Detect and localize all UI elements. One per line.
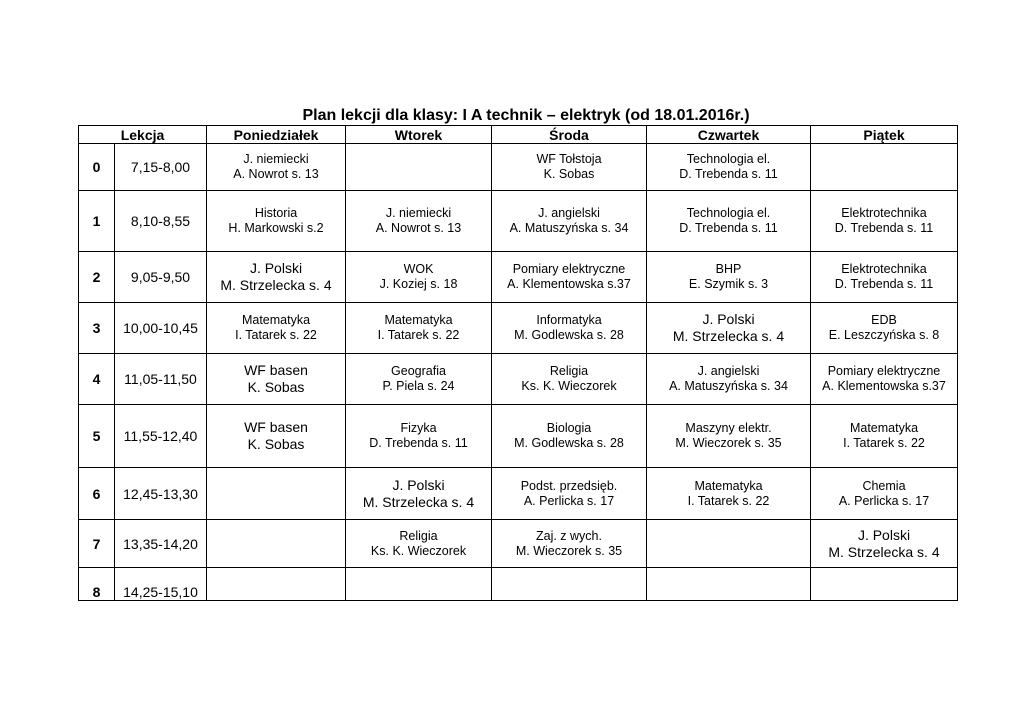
lesson-row xyxy=(79,354,958,405)
teacher-room: Ks. K. Wieczorek xyxy=(370,543,467,558)
subject-name: J. niemiecki xyxy=(243,152,309,166)
lesson-number: 8 xyxy=(79,568,115,601)
teacher-room: M. Godlewska s. 28 xyxy=(514,328,624,342)
subject-name: Elektrotechnika xyxy=(841,262,927,276)
teacher-room: I. Tatarek s. 22 xyxy=(687,493,770,508)
teacher-room: M. Strzelecka s. 4 xyxy=(362,493,475,510)
lesson-cell-thursday xyxy=(647,191,811,252)
header-lekcja: Lekcja xyxy=(79,126,207,144)
subject-name: J. Polski xyxy=(249,260,303,276)
lesson-cell-thursday xyxy=(647,405,811,468)
lesson-cell-wednesday xyxy=(492,568,647,601)
lesson-cell-monday xyxy=(207,354,346,405)
subject-name: Historia xyxy=(254,206,298,220)
teacher-room: A. Klementowska s.37 xyxy=(822,379,946,393)
lesson-time: 11,05-11,50 xyxy=(115,354,207,405)
teacher-room: M. Godlewska s. 28 xyxy=(514,436,624,450)
subject-name: Matematyka xyxy=(694,478,763,493)
lesson-cell-friday xyxy=(811,568,958,601)
subject-name: J. Polski xyxy=(857,526,911,543)
lesson-cell-wednesday xyxy=(492,520,647,568)
header-row xyxy=(79,126,958,144)
subject-name: Religia xyxy=(399,528,438,543)
teacher-room: P. Piela s. 24 xyxy=(382,379,455,393)
subject-name: Matematyka xyxy=(384,313,453,327)
lesson-row xyxy=(79,520,958,568)
teacher-room: K. Sobas xyxy=(543,167,595,181)
lesson-time: 13,35-14,20 xyxy=(115,520,207,568)
lesson-cell-friday xyxy=(811,303,958,354)
teacher-room: A. Nowrot s. 13 xyxy=(233,167,319,181)
subject-name: WF basen xyxy=(244,362,308,378)
lesson-row xyxy=(79,144,958,191)
teacher-room: K. Sobas xyxy=(247,379,305,395)
teacher-room: M. Strzelecka s. 4 xyxy=(828,543,940,560)
lesson-time: 8,10-8,55 xyxy=(115,191,207,252)
lesson-cell-friday xyxy=(811,468,958,520)
teacher-room: E. Leszczyńska s. 8 xyxy=(828,328,940,342)
lesson-cell-monday xyxy=(207,191,346,252)
teacher-room: I. Tatarek s. 22 xyxy=(843,436,925,450)
teacher-room: A. Matuszyńska s. 34 xyxy=(509,221,629,235)
lesson-cell-tuesday xyxy=(346,405,492,468)
subject-name: J. angielski xyxy=(538,206,600,220)
teacher-room: D. Trebenda s. 11 xyxy=(679,221,778,235)
lesson-cell-tuesday xyxy=(346,520,492,568)
subject-name: Pomiary elektryczne xyxy=(827,364,941,378)
subject-name: Elektrotechnika xyxy=(841,206,927,220)
page-title: Plan lekcji dla klasy: I A technik – elektryk (od 18.01.2016r.) xyxy=(302,107,750,124)
lesson-cell-thursday xyxy=(647,354,811,405)
subject-name: Fizyka xyxy=(400,421,437,435)
lesson-cell-friday xyxy=(811,354,958,405)
subject-name: J. niemiecki xyxy=(385,206,452,220)
lesson-row xyxy=(79,191,958,252)
header-friday: Piątek xyxy=(811,126,958,144)
subject-name: Informatyka xyxy=(536,313,602,327)
teacher-room: D. Trebenda s. 11 xyxy=(834,221,934,235)
teacher-room: Ks. K. Wieczorek xyxy=(521,379,617,393)
subject-name: BHP xyxy=(715,262,742,276)
lesson-cell-tuesday xyxy=(346,144,492,191)
subject-name: Geografia xyxy=(391,364,446,378)
lesson-cell-thursday xyxy=(647,303,811,354)
teacher-room: A. Nowrot s. 13 xyxy=(375,221,462,235)
lesson-cell-wednesday xyxy=(492,405,647,468)
subject-name: Pomiary elektryczne xyxy=(512,262,626,276)
teacher-room: H. Markowski s.2 xyxy=(228,221,324,235)
lesson-time: 10,00-10,45 xyxy=(115,303,207,354)
lesson-cell-monday xyxy=(207,252,346,303)
teacher-room: A. Klementowska s.37 xyxy=(507,277,631,291)
lesson-cell-thursday xyxy=(647,468,811,520)
subject-name: Technologia el. xyxy=(686,152,771,166)
header-wednesday: Środa xyxy=(492,126,647,144)
lesson-cell-tuesday xyxy=(346,252,492,303)
lesson-cell-monday xyxy=(207,144,346,191)
teacher-room: A. Perlicka s. 17 xyxy=(523,493,615,508)
lesson-cell-monday xyxy=(207,520,346,568)
teacher-room: K. Sobas xyxy=(247,436,305,452)
teacher-room: A. Perlicka s. 17 xyxy=(838,493,930,508)
lesson-cell-friday xyxy=(811,520,958,568)
lesson-row xyxy=(79,252,958,303)
lesson-cell-wednesday xyxy=(492,468,647,520)
teacher-room: M. Wieczorek s. 35 xyxy=(675,436,782,450)
teacher-room: M. Strzelecka s. 4 xyxy=(220,277,332,293)
lesson-number: 5 xyxy=(79,405,115,468)
subject-name: Technologia el. xyxy=(686,206,771,220)
subject-name: WF basen xyxy=(244,419,308,435)
lesson-number: 2 xyxy=(79,252,115,303)
lesson-cell-monday xyxy=(207,303,346,354)
lesson-cell-friday xyxy=(811,144,958,191)
subject-name: Matematyka xyxy=(849,421,919,435)
lesson-cell-wednesday xyxy=(492,354,647,405)
subject-name: EDB xyxy=(871,313,897,327)
subject-name: J. Polski xyxy=(392,476,445,493)
lesson-cell-monday xyxy=(207,405,346,468)
lesson-time: 14,25-15,10 xyxy=(115,568,207,601)
teacher-room: D. Trebenda s. 11 xyxy=(834,277,934,291)
subject-name: Matematyka xyxy=(241,313,311,327)
lesson-number: 7 xyxy=(79,520,115,568)
teacher-room: D. Trebenda s. 11 xyxy=(679,167,778,181)
subject-name: Zaj. z wych. xyxy=(536,528,602,543)
lesson-row xyxy=(79,303,958,354)
lesson-cell-friday xyxy=(811,252,958,303)
lesson-cell-thursday xyxy=(647,568,811,601)
teacher-room: E. Szymik s. 3 xyxy=(688,277,769,291)
teacher-room: M. Wieczorek s. 35 xyxy=(515,543,623,558)
header-monday: Poniedziałek xyxy=(207,126,346,144)
teacher-room: J. Koziej s. 18 xyxy=(379,277,458,291)
subject-name: Chemia xyxy=(862,478,906,493)
lesson-number: 4 xyxy=(79,354,115,405)
header-thursday: Czwartek xyxy=(647,126,811,144)
lesson-row xyxy=(79,568,958,601)
lesson-cell-monday xyxy=(207,468,346,520)
teacher-room: I. Tatarek s. 22 xyxy=(377,328,460,342)
subject-name: J. Polski xyxy=(702,311,755,327)
lesson-cell-tuesday xyxy=(346,568,492,601)
subject-name: Podst. przedsięb. xyxy=(520,478,618,493)
lesson-cell-wednesday xyxy=(492,191,647,252)
lesson-time: 9,05-9,50 xyxy=(115,252,207,303)
lesson-number: 6 xyxy=(79,468,115,520)
lesson-cell-friday xyxy=(811,191,958,252)
subject-name: J. angielski xyxy=(697,364,760,378)
lesson-cell-tuesday xyxy=(346,354,492,405)
teacher-room: M. Strzelecka s. 4 xyxy=(672,328,785,344)
lesson-cell-monday xyxy=(207,568,346,601)
lesson-time: 11,55-12,40 xyxy=(115,405,207,468)
subject-name: Religia xyxy=(549,364,589,378)
lesson-cell-tuesday xyxy=(346,191,492,252)
lesson-cell-tuesday xyxy=(346,303,492,354)
lesson-cell-thursday xyxy=(647,252,811,303)
lesson-time: 12,45-13,30 xyxy=(115,468,207,520)
lesson-row xyxy=(79,468,958,520)
lesson-row xyxy=(79,405,958,468)
lesson-cell-thursday xyxy=(647,144,811,191)
lesson-number: 1 xyxy=(79,191,115,252)
header-tuesday: Wtorek xyxy=(346,126,492,144)
lesson-cell-wednesday xyxy=(492,252,647,303)
subject-name: Maszyny elektr. xyxy=(685,421,772,435)
teacher-room: I. Tatarek s. 22 xyxy=(235,328,317,342)
subject-name: WF Tołstoja xyxy=(536,152,602,166)
teacher-room: A. Matuszyńska s. 34 xyxy=(669,379,788,393)
lesson-number: 0 xyxy=(79,144,115,191)
lesson-cell-wednesday xyxy=(492,144,647,191)
lesson-time: 7,15-8,00 xyxy=(115,144,207,191)
lesson-cell-friday xyxy=(811,405,958,468)
teacher-room: D. Trebenda s. 11 xyxy=(369,436,468,450)
lesson-cell-thursday xyxy=(647,520,811,568)
timetable xyxy=(78,125,958,601)
subject-name: Biologia xyxy=(546,421,592,435)
lesson-number: 3 xyxy=(79,303,115,354)
lesson-cell-wednesday xyxy=(492,303,647,354)
lesson-cell-tuesday xyxy=(346,468,492,520)
subject-name: WOK xyxy=(403,262,434,276)
